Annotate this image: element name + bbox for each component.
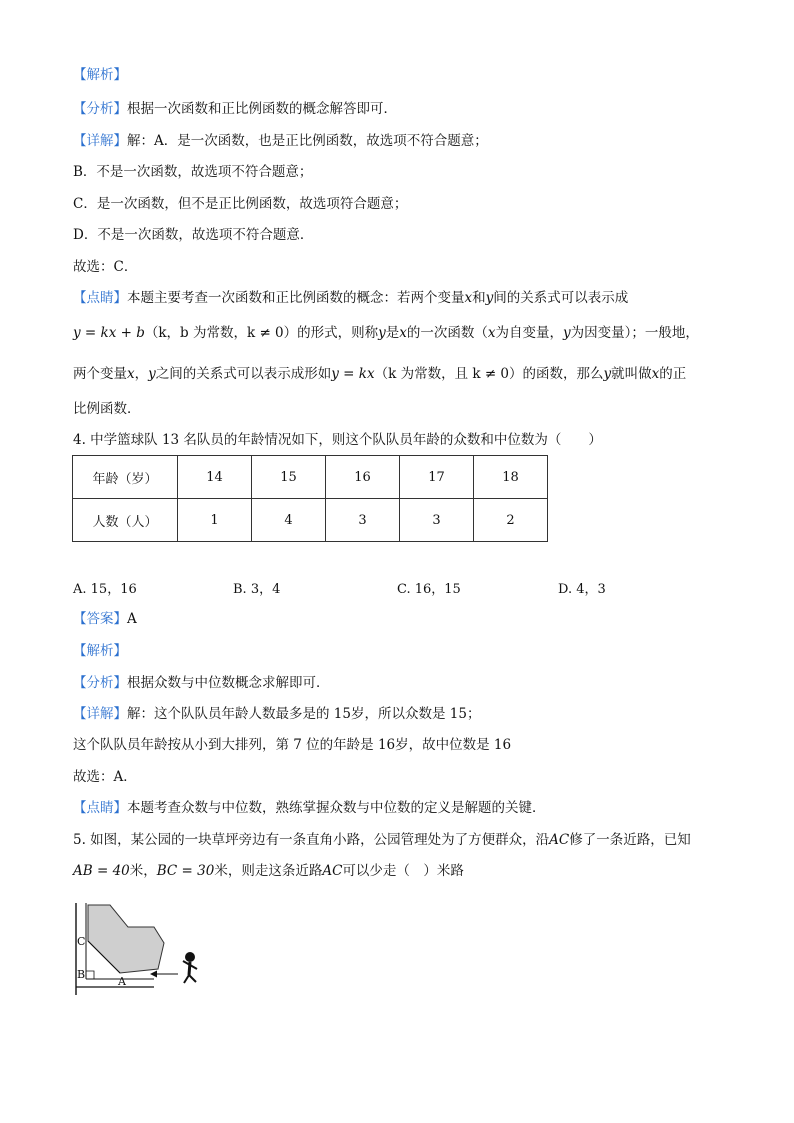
q3-analysis: 【分析】根据一次函数和正比例函数的概念解答即可． xyxy=(73,101,397,117)
q3-remark-line-2: y = kx + b（k，b 为常数，k ≠ 0）的形式，则称y是x的一次函数（x为自变量，y为因变量）；一般地， xyxy=(73,325,699,341)
q5-stem-line-2: AB = 40米，BC = 30米，则走这条近路AC可以少走（ ）米路 xyxy=(73,863,464,879)
table-row xyxy=(73,499,548,542)
q4-options xyxy=(73,578,723,598)
option-a: A. 15，16 xyxy=(73,582,137,597)
q4-analysis: 【分析】根据众数与中位数概念求解即可． xyxy=(73,675,330,691)
option-d: D. 4，3 xyxy=(558,582,606,597)
table-row xyxy=(73,456,548,499)
right-angle-mark xyxy=(86,971,94,979)
label-b: B xyxy=(77,968,86,981)
q4-jiexi-heading: 【解析】 xyxy=(73,643,127,659)
table-cell: 3 xyxy=(400,499,474,542)
label-c: C xyxy=(77,935,86,948)
label-a: A xyxy=(118,975,126,988)
q4-stem: 4. 中学篮球队 13 名队员的年龄情况如下，则这个队队员年龄的众数和中位数为（ ） xyxy=(73,432,602,448)
arrow-left-icon xyxy=(150,971,157,978)
table-cell: 18 xyxy=(474,456,548,499)
q3-option-d-line: D．不是一次函数，故选项不符合题意． xyxy=(73,227,314,243)
q3-remark-line-4: 比例函数． xyxy=(73,401,141,417)
walking-person-icon xyxy=(183,952,197,983)
q4-answer: 【答案】A xyxy=(73,611,137,627)
option-c: C. 16，15 xyxy=(397,582,461,597)
grass-lawn-shape xyxy=(88,905,164,973)
q3-remark-line-3: 两个变量x，y之间的关系式可以表示成形如y = kx（k 为常数，且 k ≠ 0）的函数，那么y就叫做x的正 xyxy=(73,366,687,382)
table-cell: 1 xyxy=(178,499,252,542)
q4-choice: 故选：A． xyxy=(73,769,137,785)
q3-choice: 故选：C． xyxy=(73,259,138,275)
q4-detail: 【详解】解：这个队队员年龄人数最多是的 15岁，所以众数是 15； xyxy=(73,706,481,722)
q5-stem-line-1: 5. 如图，某公园的一块草坪旁边有一条直角小路，公园管理处为了方便群众，沿AC修了一条近路，已知 xyxy=(73,832,691,848)
q3-detail: 【详解】解：A．是一次函数，也是正比例函数，故选项不符合题意； xyxy=(73,133,488,149)
table-row-head: 人数（人） xyxy=(73,499,178,542)
age-table xyxy=(72,455,548,542)
option-b: B. 3，4 xyxy=(233,582,281,597)
q4-remark: 【点睛】本题考查众数与中位数，熟练掌握众数与中位数的定义是解题的关键． xyxy=(73,800,546,816)
table-cell: 4 xyxy=(252,499,326,542)
table-cell: 3 xyxy=(326,499,400,542)
table-row-head: 年龄（岁） xyxy=(73,456,178,499)
q3-option-b-line: B．不是一次函数，故选项不符合题意； xyxy=(73,164,313,180)
q4-detail-line-2: 这个队队员年龄按从小到大排列，第 7 位的年龄是 16岁，故中位数是 16 xyxy=(73,737,512,753)
table-cell: 15 xyxy=(252,456,326,499)
table-cell: 14 xyxy=(178,456,252,499)
table-cell: 17 xyxy=(400,456,474,499)
park-figure xyxy=(66,895,216,1000)
q3-remark-line-1: 【点睛】本题主要考查一次函数和正比例函数的概念：若两个变量x和y间的关系式可以表示成 xyxy=(73,290,629,306)
table-cell: 16 xyxy=(326,456,400,499)
table-cell: 2 xyxy=(474,499,548,542)
q3-option-c-line: C．是一次函数，但不是正比例函数，故选项符合题意； xyxy=(73,196,408,212)
q3-jiexi-heading: 【解析】 xyxy=(73,67,127,83)
